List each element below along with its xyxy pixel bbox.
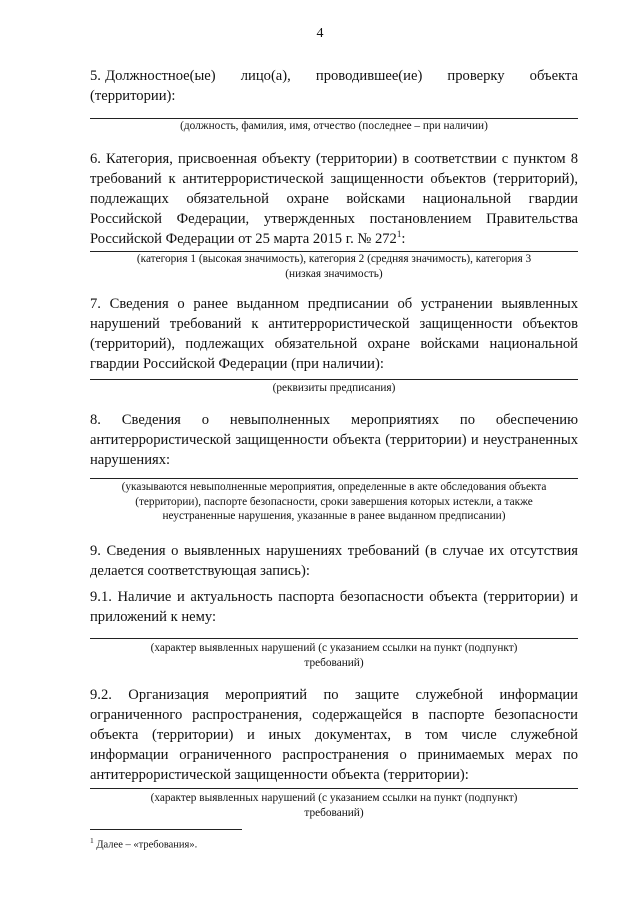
section-9-text: 9. Сведения о выявленных нарушениях требований (в случае их отсутствия делается соответствующая запись): bbox=[90, 543, 578, 579]
section-6-text bbox=[90, 149, 578, 249]
section-9-2-text: 9.2. Организация мероприятий по защите служебной информации ограниченного распространения, содержащейся в паспорте безопасности объекта (территории) и иных документах, в том числе служебной информации ограниченного распространения о принимаемых мерах по антитеррористической защищенности объекта (территории): bbox=[90, 687, 578, 783]
section-6-body: 6. Категория, присвоенная объекту (территории) в соответствии с пунктом 8 требований к антитеррористической защищенности объектов (территорий), подлежащих обязательной охране войсками национальной гвардии Российской Федерации, утвержденных постановлением Правительства Российской Федерации от 25 марта 2015 г. № 272 bbox=[90, 151, 578, 247]
section-9-2-caption bbox=[90, 791, 578, 820]
page-number: 4 bbox=[316, 26, 324, 41]
section-7-blank-line bbox=[90, 379, 578, 380]
footnote bbox=[90, 836, 578, 851]
section-5-line1: 5. Должностное(ые) лицо(а), проводившее(ие) проверку объекта bbox=[90, 68, 578, 84]
section-7-caption: (реквизиты предписания) bbox=[272, 382, 396, 394]
footnote-ref: 1 bbox=[396, 229, 402, 240]
section-9-1-blank-line bbox=[90, 638, 578, 639]
section-7-text: 7. Сведения о ранее выданном предписании об устранении выявленных нарушений требований к антитеррористической защищенности объектов (территорий), подлежащих обязательной охране войсками национальной гвардии Российской Федерации (при наличии): bbox=[90, 296, 578, 372]
section-5-caption: (должность, фамилия, имя, отчество (последнее – при наличии) bbox=[180, 120, 488, 132]
footnote-mark: 1 bbox=[90, 836, 94, 845]
section-6-caption bbox=[90, 252, 578, 281]
section-8-caption-line3: неустраненные нарушения, указанные в ранее выданном предписании) bbox=[162, 510, 506, 522]
section-9-2-caption-line2: требований) bbox=[304, 806, 364, 819]
section-5-text bbox=[90, 66, 578, 106]
section-8-caption-line1: (указываются невыполненные мероприятия, определенные в акте обследования объекта bbox=[121, 481, 547, 493]
section-6-caption-line1: (категория 1 (высокая значимость), категория 2 (средняя значимость), категория 3 bbox=[136, 253, 532, 265]
footnote-separator bbox=[90, 829, 242, 830]
section-8-blank-line bbox=[90, 478, 578, 479]
section-6-caption-line2: (низкая значимость) bbox=[285, 267, 383, 280]
section-9-1-caption bbox=[90, 641, 578, 670]
section-8-caption-line2: (территории), паспорте безопасности, сроки завершения которых истекли, а также bbox=[135, 495, 533, 508]
section-5-line2: (территории): bbox=[90, 88, 176, 104]
section-9-1-text: 9.1. Наличие и актуальность паспорта безопасности объекта (территории) и приложений к нему: bbox=[90, 589, 578, 625]
section-9-1-caption-line2: требований) bbox=[304, 656, 364, 669]
section-8-text: 8. Сведения о невыполненных мероприятиях по обеспечению антитеррористической защищенности объекта (территории) и неустраненных нарушениях: bbox=[90, 412, 578, 468]
section-6-colon: : bbox=[401, 231, 406, 247]
section-9-2-caption-line1: (характер выявленных нарушений (с указанием ссылки на пункт (подпункт) bbox=[150, 792, 518, 804]
footnote-text: Далее – «требования». bbox=[93, 839, 198, 851]
section-8-caption bbox=[90, 480, 578, 524]
section-9-1-caption-line1: (характер выявленных нарушений (с указанием ссылки на пункт (подпункт) bbox=[150, 642, 518, 654]
section-9-2-blank-line bbox=[90, 788, 578, 789]
